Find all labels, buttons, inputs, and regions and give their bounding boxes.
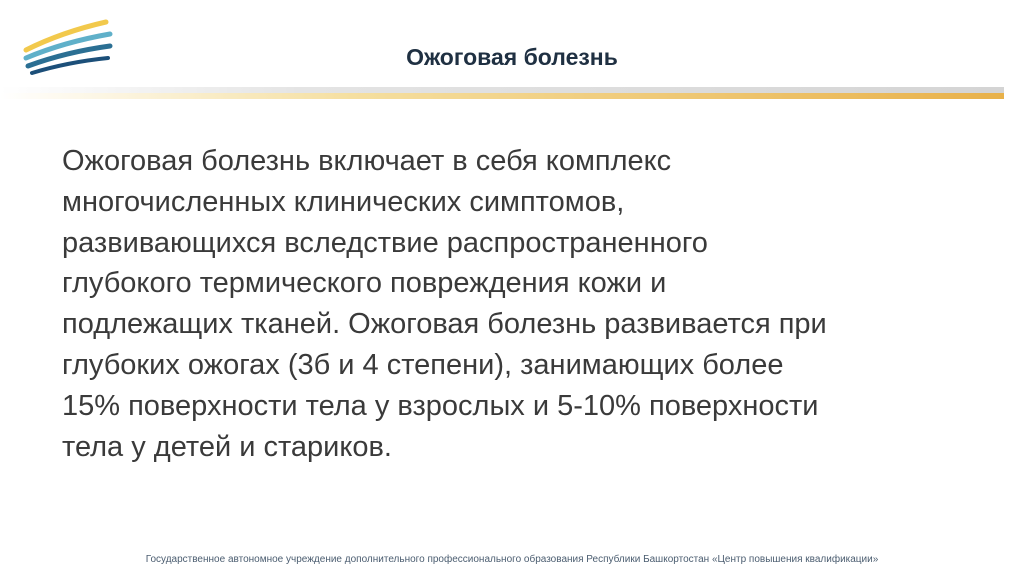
slide-title: Ожоговая болезнь xyxy=(406,44,618,70)
slide-footer: Государственное автономное учреждение дополнительного профессионального образования Республики Башкортостан «Центр повышения квалификации» xyxy=(145,554,879,565)
body-line: тела у детей и стариков. xyxy=(62,430,392,463)
slide-body-text xyxy=(62,141,982,467)
body-line: многочисленных клинических симптомов, xyxy=(62,185,625,218)
body-line: подлежащих тканей. Ожоговая болезнь развивается при xyxy=(62,308,827,341)
book-pages-logo-icon xyxy=(22,14,114,76)
body-line: глубоких ожогах (3б и 4 степени), занимающих более xyxy=(62,348,784,381)
body-line: развивающихся вследствие распространенного xyxy=(62,226,708,259)
header-divider-gold xyxy=(0,93,1004,99)
body-line: Ожоговая болезнь включает в себя комплекс xyxy=(62,145,672,177)
body-line: глубокого термического повреждения кожи и xyxy=(62,267,667,300)
body-line: 15% поверхности тела у взрослых и 5-10% поверхности xyxy=(62,389,819,422)
